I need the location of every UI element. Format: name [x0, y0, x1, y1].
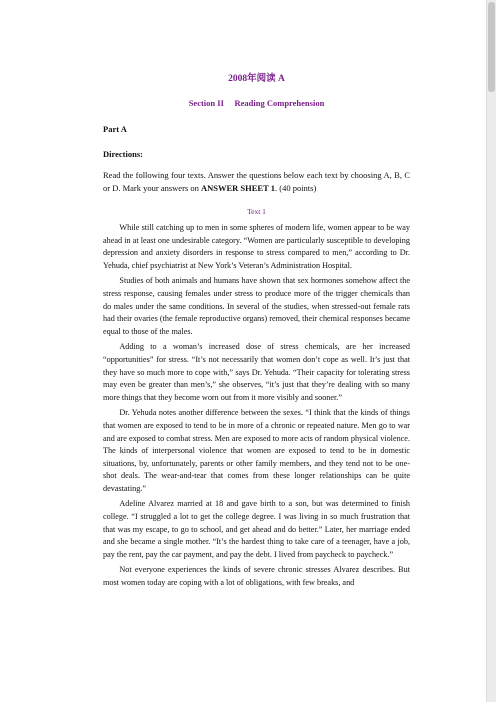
scrollbar-thumb[interactable]: [488, 2, 495, 92]
part-heading: Part A: [103, 124, 127, 134]
directions-pre: Read the following four texts. Answer the questions below each text by choosing A, B, C or D. Mark your answers on: [103, 170, 410, 193]
paragraph: Not everyone experiences the kinds of severe chronic stresses Alvarez describes. But most women today are coping with a lot of obligations, with few breaks, and: [103, 565, 410, 588]
document-content: [103, 70, 410, 590]
paragraph: Dr. Yehuda notes another difference between the sexes. “I think that the kinds of things that women are exposed to tend to be in more of a chronic or repeated nature. Men go to war and are exposed to combat stress. Men are exposed to more acts of random physical violence. The kinds of interpersonal violence that women are exposed to tend to be in domestic situations, by, unfortunately, parents or other family members, and they tend not to be one-shot deals. The wear-and-tear that comes from these longer relationships can be quite devastating.”: [103, 408, 410, 493]
paragraph: Studies of both animals and humans have shown that sex hormones somehow affect the stress response, causing females under stress to produce more of the trigger chemicals than do males under the same conditions. In several of the studies, when stressed-out female rats had their ovaries (the female reproductive organs) removed, their chemical responses became equal to those of the males.: [103, 276, 410, 336]
page-title: 2008年阅读 A: [228, 74, 285, 84]
directions-text: [103, 169, 410, 195]
directions-heading: Directions:: [103, 149, 143, 159]
vertical-scrollbar[interactable]: [487, 0, 496, 702]
paragraph: Adding to a woman’s increased dose of stress chemicals, are her increased “opportunities” for stress. “It’s not necessarily that women don’t cope as well. It’s just that they have so much more to cope with,” says Dr. Yehuda. “Their capacity for tolerating stress may even be greater than men’s,” she observes, “it’s just that they’re dealing with so many more things that they become worn out from it more visibly and sooner.”: [103, 342, 410, 402]
directions-post: . (40 points): [274, 183, 317, 193]
paragraph: While still catching up to men in some spheres of modern life, women appear to be way ahead in at least one undesirable category. “Women are particularly susceptible to developing depression and anxiety disorders in response to stress compared to men,” according to Dr. Yehuda, chief psychiatrist at New York’s Veteran’s Administration Hospital.: [103, 223, 410, 270]
paragraph: Adeline Alvarez married at 18 and gave birth to a son, but was determined to finish college. “I struggled a lot to get the college degree. I was living in so much frustration that that was my escape, to go to school, and get ahead and do better.” Later, her marriage ended and she became a single mother. “It’s the hardest thing to take care of a teenager, have a job, pay the rent, pay the car payment, and pay the debt. I lived from paycheck to paycheck.”: [103, 499, 410, 559]
answer-sheet-label: ANSWER SHEET 1: [200, 183, 275, 193]
text-label: Text 1: [247, 207, 266, 216]
section-heading: Section II Reading Comprehension: [188, 98, 325, 108]
